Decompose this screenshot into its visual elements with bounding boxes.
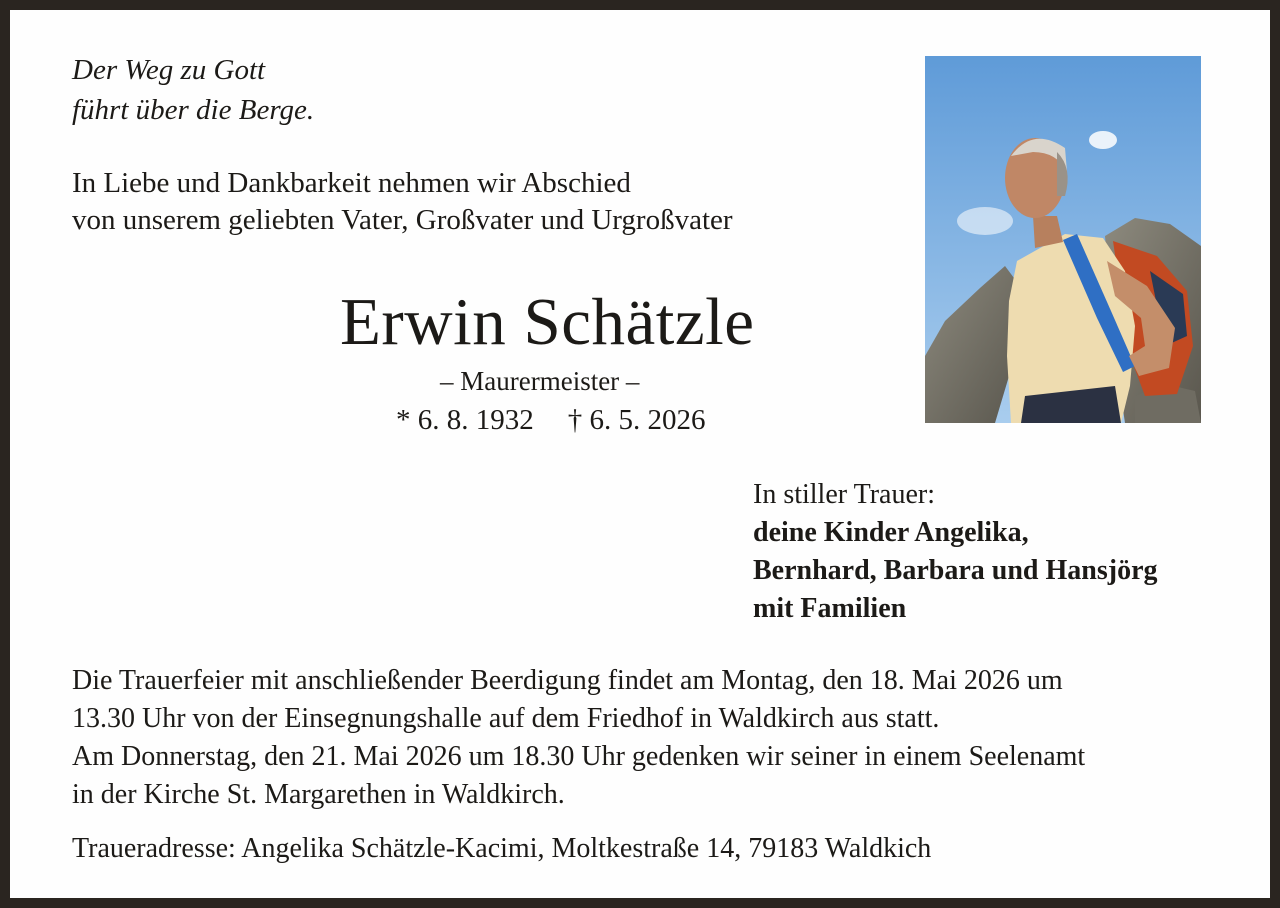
family-line-3: mit Familien [753, 593, 907, 624]
ceremony-details [72, 662, 1222, 814]
intro-line-1: In Liebe und Dankbarkeit nehmen wir Abschied [72, 167, 631, 199]
ceremony-line-1: Die Trauerfeier mit anschließender Beerdigung findet am Montag, den 18. Mai 2026 um [72, 665, 1063, 696]
motto [72, 50, 314, 130]
ceremony-line-2: 13.30 Uhr von der Einsegnungshalle auf dem Friedhof in Waldkirch aus statt. [72, 703, 940, 734]
birth-date: * 6. 8. 1932 [396, 404, 534, 436]
intro-line-2: von unserem geliebten Vater, Großvater und Urgroßvater [72, 204, 733, 236]
family-line-2: Bernhard, Barbara und Hansjörg [753, 555, 1158, 586]
ceremony-line-4: in der Kirche St. Margarethen in Waldkirch. [72, 779, 565, 810]
deceased-name: Erwin Schätzle [340, 285, 755, 359]
mourning-heading: In stiller Trauer: [753, 479, 935, 510]
mourning-section [753, 476, 1158, 628]
motto-line-1: Der Weg zu Gott [72, 54, 266, 86]
motto-line-2: führt über die Berge. [72, 94, 315, 126]
mourning-address: Traueradresse: Angelika Schätzle-Kacimi, Moltkestraße 14, 79183 Waldkich [72, 833, 932, 864]
deceased-profession: – Maurermeister – [440, 366, 640, 396]
death-date: † 6. 5. 2026 [567, 404, 706, 436]
life-dates [396, 400, 706, 440]
ceremony-line-3: Am Donnerstag, den 21. Mai 2026 um 18.30 Uhr gedenken wir seiner in einem Seelenamt [72, 741, 1086, 772]
family-line-1: deine Kinder Angelika, [753, 517, 1029, 548]
intro-text [72, 165, 733, 239]
portrait-photo [925, 56, 1201, 423]
